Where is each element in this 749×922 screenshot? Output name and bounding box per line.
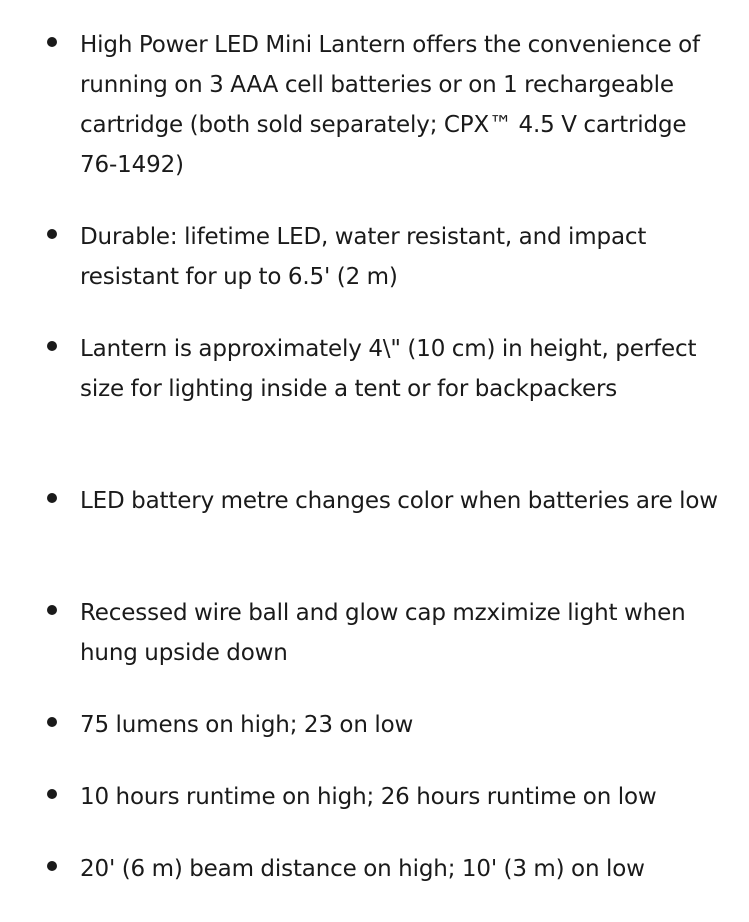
bullet-icon: [47, 493, 57, 503]
bullet-icon: [47, 717, 57, 727]
bullet-icon: [47, 605, 57, 615]
bullet-icon: [47, 861, 57, 871]
bullet-icon: [47, 229, 57, 239]
feature-text: Lantern is approximately 4\" (10 cm) in height, perfect size for lighting inside a tent or for backpackers: [80, 336, 697, 402]
feature-text: LED battery metre changes color when batteries are low: [80, 488, 718, 514]
bullet-icon: [47, 37, 57, 47]
feature-text: 75 lumens on high; 23 on low: [80, 712, 414, 738]
bullet-icon: [47, 341, 57, 351]
feature-text: 20' (6 m) beam distance on high; 10' (3 m) on low: [80, 856, 645, 882]
feature-text: High Power LED Mini Lantern offers the convenience of running on 3 AAA cell batteries or on 1 rechargeable cartridge (both sold separately; CPX™ 4.5 V cartridge 76-1492): [80, 32, 700, 178]
feature-text: 10 hours runtime on high; 26 hours runtime on low: [80, 784, 657, 810]
feature-text: Recessed wire ball and glow cap mzximize light when hung upside down: [80, 600, 686, 666]
feature-text: Durable: lifetime LED, water resistant, and impact resistant for up to 6.5' (2 m): [80, 224, 647, 290]
bullet-icon: [47, 789, 57, 799]
